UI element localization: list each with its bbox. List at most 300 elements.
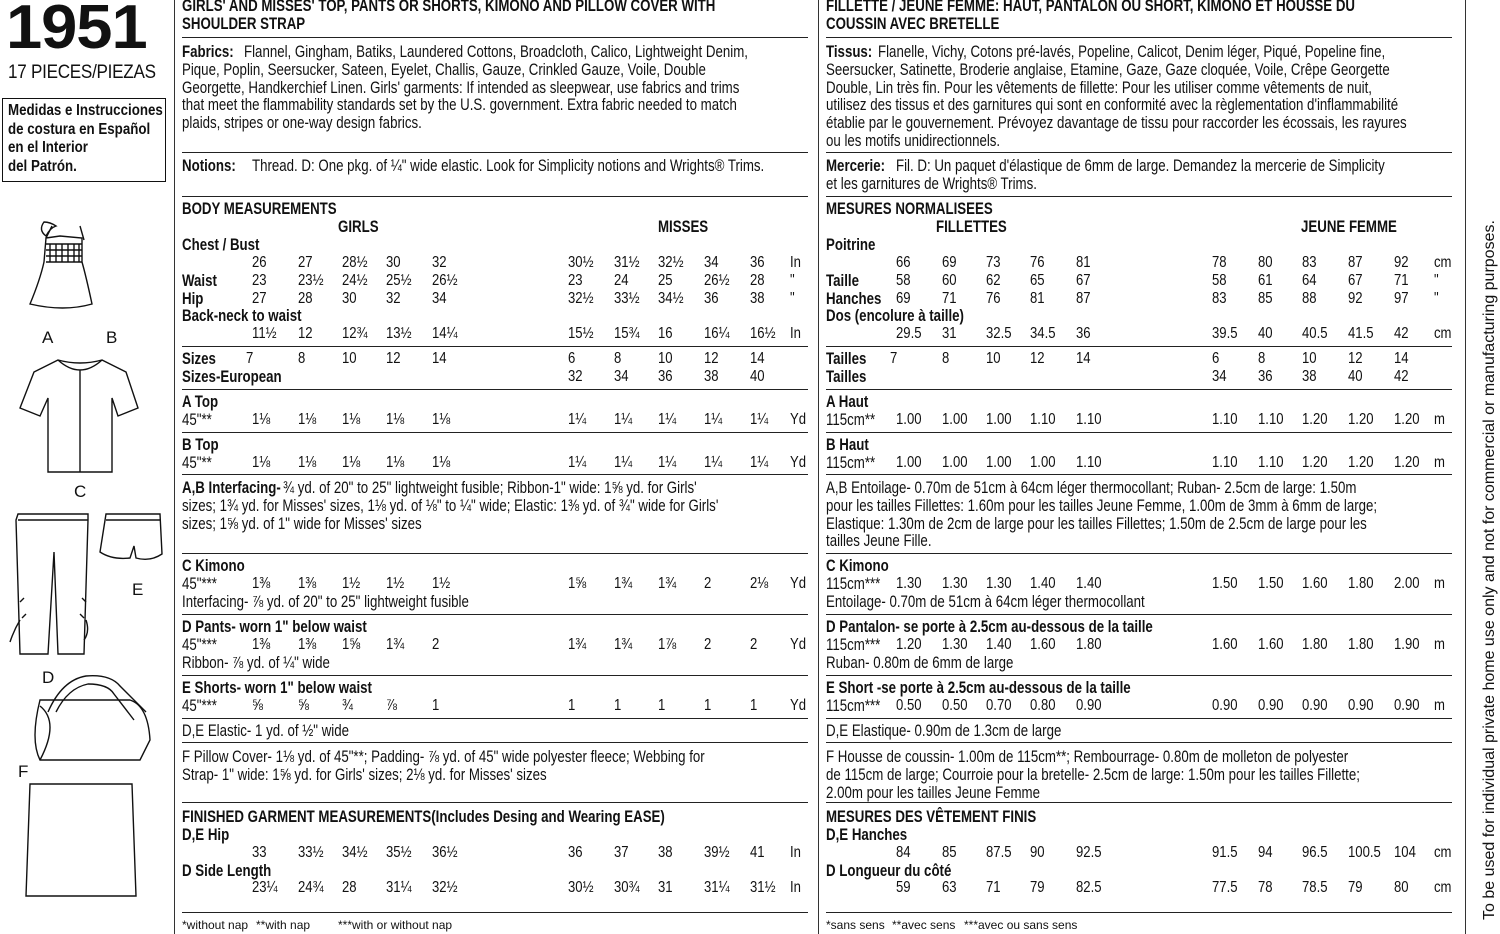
fabrics-text: utilisez des tissus et des garnitures qui sont en conformité avec la règlementation d'inflammabilité [826,96,1399,115]
view-c-yardage: 1½ [342,575,361,592]
fabrics-text: Georgette, Handkerchief Linen. Girls' garments: If intended as sleepwear, use fabrics and trims [182,78,740,97]
view-c-yardage: 1.30 [942,575,968,592]
side-length-value: In [790,879,801,896]
back-value: 41.5 [1348,325,1374,342]
view-a-yardage: 1.10 [1258,411,1284,428]
size-value: 12 [704,350,719,367]
view-c-yardage: 1⅜ [298,575,317,592]
waist-value: 28 [750,272,765,289]
finished-hip-value: 35½ [386,844,412,861]
chest-value: 31½ [614,254,640,271]
footnote: ***with or without nap [338,918,453,932]
view-c-yardage: 1½ [432,575,451,592]
rule-line [182,346,808,347]
back-value: 16½ [750,325,776,342]
footnote: ***avec ou sans sens [964,918,1078,932]
back-value: 32.5 [986,325,1012,342]
finished-hip-value: 96.5 [1302,844,1328,861]
fabric-width: 115cm*** [826,575,881,593]
side-length-value: 31¼ [386,879,412,896]
view-c-yardage: 2 [704,575,712,592]
view-a-yardage: 1⅛ [342,411,361,428]
finished-hip-value: 100.5 [1348,844,1381,861]
fabric-width: 45"** [182,411,212,429]
body-measurements-heading: BODY MEASUREMENTS [182,200,337,218]
hip-value: 81 [1030,290,1045,307]
view-c-yardage: 2.00 [1394,575,1420,592]
hip-value: 85 [1258,290,1273,307]
size-value: 8 [1258,350,1266,367]
view-e-yardage: 1 [568,697,576,714]
view-f-text: F Pillow Cover- 1⅛ yd. of 45"**; Padding- ⅞ yd. of 45" wide polyester fleece; Webbing for [182,748,705,766]
side-length-value: 31½ [750,879,776,896]
chest-value: 73 [986,254,1001,271]
fabrics-text: that meet the flammability standards set by the U.S. government. Extra fabric needed to match [182,96,737,115]
chest-value: 26 [252,254,267,271]
size-european-value: 40 [750,368,765,385]
view-a-yardage: 1.10 [1212,411,1238,428]
section-title: FILLETTE / JEUNE FEMME: HAUT, PANTALON OU SHORT, KIMONO ET HOUSSE DU [826,0,1355,15]
chest-value: 81 [1076,254,1091,271]
side-length-value: 30¾ [614,879,640,896]
hip-value: 88 [1302,290,1317,307]
view-e-yardage: 0.80 [1030,697,1056,714]
side-length-value: 23¼ [252,879,278,896]
finished-hip-value: 33½ [298,844,324,861]
fabrics-text: plaids, stripes or one-way design fabrics. [182,114,422,133]
size-european-value: 38 [1302,368,1317,385]
rule-line [826,346,1452,347]
size-european-value: 36 [658,368,673,385]
rule-line [826,474,1452,475]
view-c-interfacing: Interfacing- ⅞ yd. of 20" to 25" lightweight fusible [182,593,469,611]
fabric-width: 45"*** [182,636,217,654]
size-value: 14 [432,350,447,367]
hip-value: 97 [1394,290,1409,307]
size-european-value: 32 [568,368,583,385]
waist-value: 61 [1258,272,1273,289]
hip-value: 87 [1076,290,1091,307]
size-value: 6 [1212,350,1220,367]
side-length-value: 80 [1394,879,1409,896]
view-b-yardage: 1⅛ [252,454,271,471]
chest-value: 28½ [342,254,368,271]
view-c-heading: C Kimono [182,557,245,575]
hip-value: 92 [1348,290,1363,307]
waist-value: 25 [658,272,673,289]
misses-heading: JEUNE FEMME [1301,218,1397,236]
hip-label: Hanches [826,290,882,308]
rule-line [182,474,808,475]
view-d-yardage: 1.90 [1394,636,1420,653]
side-length-value: 31 [658,879,673,896]
fabrics-text: Pique, Poplin, Seersucker, Sateen, Eyelet, Challis, Gauze, Crinkled Gauze, Voile, Double [182,60,706,79]
view-e-yardage: ¾ [342,697,353,714]
side-length-value: 82.5 [1076,879,1102,896]
side-length-value: 71 [986,879,1001,896]
view-b-yardage: 1⅛ [386,454,405,471]
side-length-value: 79 [1030,879,1045,896]
top-illustration [30,222,92,308]
back-value: 36 [1076,325,1091,342]
kimono-illustration [20,360,138,472]
side-length-value: 30½ [568,879,594,896]
view-d-yardage: 2 [704,636,712,653]
side-length-value: 78.5 [1302,879,1328,896]
back-value: 11½ [252,325,277,342]
size-european-value: 34 [1212,368,1227,385]
back-value: 40 [1258,325,1273,342]
view-b-yardage: 1.00 [986,454,1012,471]
pattern-number: 1951 [6,0,147,62]
chest-value: 92 [1394,254,1409,271]
waist-value: 62 [986,272,1001,289]
view-e-yardage: ⅝ [298,697,309,714]
view-a-yardage: Yd [790,411,807,428]
size-european-value: 38 [704,368,719,385]
view-b-yardage: 1.20 [1302,454,1328,471]
view-d-ribbon: Ruban- 0.80m de 6mm de large [826,654,1014,672]
fabric-width: 115cm** [826,454,876,472]
size-value: 7 [246,350,254,367]
waist-value: " [1434,272,1439,289]
finished-hip-value: 84 [896,844,911,861]
view-c-interfacing: Entoilage- 0.70m de 51cm à 64cm léger thermocollant [826,593,1145,611]
view-a-yardage: m [1434,411,1445,428]
view-a-heading: A Top [182,393,219,411]
back-value: 40.5 [1302,325,1328,342]
view-d-yardage: m [1434,636,1445,653]
chest-value: cm [1434,254,1452,271]
rule-line [826,614,1452,615]
back-value: In [790,325,801,342]
rule-line [826,742,1452,743]
fabric-width: 115cm*** [826,636,881,654]
notions-text: Thread. D: One pkg. of ¼" wide elastic. Look for Simplicity notions and Wrights® Trims. [252,157,765,175]
view-e-yardage: 0.50 [942,697,968,714]
view-e-yardage: 0.90 [1348,697,1374,714]
view-d-yardage: 1.60 [1212,636,1238,653]
hip-value: " [790,290,795,307]
back-value: 16 [658,325,673,342]
finished-hip-value: In [790,844,801,861]
chest-value: 83 [1302,254,1317,271]
chest-value: 66 [896,254,911,271]
view-b-heading: B Top [182,436,219,454]
size-value: 10 [1302,350,1317,367]
view-d-yardage: Yd [790,636,807,653]
chest-value: 34 [704,254,719,271]
view-a-yardage: 1.00 [896,411,922,428]
size-european-value: 36 [1258,368,1273,385]
finished-hip-value: 33 [252,844,267,861]
spanish-line: de costura en Español [8,120,151,138]
fabrics-label: Fabrics: [182,43,234,61]
side-length-value: 59 [896,879,911,896]
view-a-yardage: 1¼ [614,411,633,428]
view-d-ribbon: Ribbon- ⅞ yd. of ¼" wide [182,654,330,672]
view-e-yardage: 1 [432,697,440,714]
footnote: **avec sens [892,918,956,932]
rule-line [182,912,808,913]
rule-line [182,37,808,38]
view-a-yardage: 1.20 [1302,411,1328,428]
rule-line [182,675,808,676]
view-a-yardage: 1.10 [1076,411,1102,428]
back-value: 13½ [386,325,412,342]
size-value: 8 [942,350,950,367]
side-length-value: 24¾ [298,879,324,896]
waist-value: 67 [1348,272,1363,289]
chest-label: Chest / Bust [182,236,260,254]
view-c-yardage: 1.40 [1030,575,1056,592]
chest-value: 80 [1258,254,1273,271]
waist-value: 60 [942,272,957,289]
rule-line [826,675,1452,676]
size-value: 10 [658,350,673,367]
sizes-label: Tailles [826,350,867,368]
size-value: 12 [386,350,401,367]
view-b-yardage: 1⅛ [298,454,317,471]
notions-text: et les garnitures de Wrights® Trims. [826,175,1037,193]
view-d-yardage: 1.60 [1258,636,1284,653]
footnote: **with nap [256,918,311,932]
size-european-value: 42 [1394,368,1409,385]
rule-line [182,389,808,390]
view-label-d: D [42,668,55,687]
view-e-yardage: 0.90 [1394,697,1420,714]
view-d-yardage: 1.80 [1076,636,1102,653]
view-label-a: A [42,328,54,347]
view-c-yardage: 1.50 [1212,575,1238,592]
waist-label: Taille [826,272,859,290]
fabric-width: 45"*** [182,697,217,715]
view-b-yardage: 1.10 [1076,454,1102,471]
view-e-yardage: ⅞ [386,697,397,714]
side-length-value: 31¼ [704,879,730,896]
pillow-illustration [26,676,150,896]
fabrics-text: Double, Lin très fin. Pour les vêtements de fillette: Pour les utiliser comme vêtements de nuit, [826,78,1372,97]
hip-value: 28 [298,290,313,307]
view-b-yardage: 1¼ [568,454,587,471]
waist-value: 26½ [432,272,458,289]
view-label-f: F [18,762,29,781]
waist-value: 25½ [386,272,412,289]
notions-label: Mercerie: [826,157,886,175]
view-e-yardage: 1 [614,697,622,714]
view-d-yardage: 1.30 [942,636,968,653]
rule-line [182,742,808,743]
view-d-yardage: 2 [432,636,440,653]
view-a-yardage: 1⅛ [298,411,317,428]
english-column [182,0,808,934]
section-title: SHOULDER STRAP [182,15,306,33]
view-a-yardage: 1¼ [750,411,769,428]
hip-value: 32 [386,290,401,307]
view-e-yardage: 0.50 [896,697,922,714]
divider [174,0,175,934]
back-value: 16¼ [704,325,730,342]
fabric-width: 45"*** [182,575,217,593]
view-a-yardage: 1⅛ [432,411,451,428]
view-d-yardage: 1.20 [896,636,922,653]
view-a-yardage: 1.20 [1348,411,1374,428]
rule-line [826,196,1452,197]
view-label-b: B [106,328,118,347]
size-value: 14 [1076,350,1091,367]
rule-line [826,802,1452,803]
ab-interfacing-text: sizes; 1⅝ yd. of 1" wide for Misses' sizes [182,514,422,533]
fabrics-text: établie par le gouvernement. Prévoyez davantage de tissu pour raccorder les écossais, les rayures [826,114,1407,133]
divider [818,0,819,934]
waist-value: 67 [1076,272,1091,289]
ab-interfacing-label: A,B Interfacing- [182,479,281,497]
view-b-yardage: 1.10 [1212,454,1238,471]
view-c-yardage: 1⅝ [568,575,587,592]
waist-value: 71 [1394,272,1409,289]
fabrics-label: Tissus: [826,43,873,61]
view-b-yardage: 1¼ [750,454,769,471]
misses-heading: MISSES [658,218,709,236]
waist-value: 24 [614,272,629,289]
hip-value: 38 [750,290,765,307]
back-value: 14¼ [432,325,458,342]
fabrics-text: Flannel, Gingham, Batiks, Laundered Cottons, Broadcloth, Calico, Lightweight Denim, [244,43,748,61]
view-d-yardage: 1¾ [386,636,405,653]
side-length-value: 32½ [432,879,458,896]
ab-interfacing-text: A,B Entoilage- 0.70m de 51cm à 64cm léger thermocollant; Ruban- 2.5cm de large: 1.50m [826,479,1357,497]
side-length-label: D Side Length [182,862,272,880]
left-panel [0,0,170,934]
de-elastic-text: D,E Elastic- 1 yd. of ½" wide [182,722,350,740]
view-c-yardage: 1.40 [1076,575,1102,592]
back-value: 34.5 [1030,325,1056,342]
view-d-yardage: 1⅜ [298,636,317,653]
side-length-label: D Longueur du côté [826,862,952,880]
hip-value: 76 [986,290,1001,307]
view-a-yardage: 1¼ [704,411,723,428]
view-a-heading: A Haut [826,393,869,411]
view-d-yardage: 1¾ [614,636,633,653]
spanish-line: del Patrón. [8,157,77,175]
fabrics-text: Seersucker, Satinette, Broderie anglaise, Etamine, Gaze, Gaze cloquée, Voile, Crêpe Georgette [826,60,1390,79]
hip-label: Hip [182,290,204,308]
fabric-width: 115cm*** [826,697,881,715]
ab-interfacing-text: tailles Jeune Fille. [826,532,932,551]
view-b-yardage: 1⅛ [432,454,451,471]
girls-heading: FILLETTES [936,218,1007,236]
fabrics-text: ou les motifs unidirectionnels. [826,132,1001,150]
finished-hip-value: 39½ [704,844,730,861]
rule-line [182,196,808,197]
side-length-value: 28 [342,879,357,896]
hip-value: 30 [342,290,357,307]
hip-value: 32½ [568,290,594,307]
view-label-c: C [74,482,87,501]
rule-line [826,37,1452,38]
view-b-yardage: 1.10 [1258,454,1284,471]
notions-label: Notions: [182,157,236,175]
body-measurements-heading: MESURES NORMALISEES [826,200,993,218]
finished-hip-value: 36½ [432,844,458,861]
size-value: 12 [1030,350,1045,367]
chest-label: Poitrine [826,236,876,254]
de-hip-label: D,E Hip [182,826,230,844]
view-a-yardage: 1¼ [568,411,587,428]
rule-line [182,614,808,615]
view-b-yardage: 1¼ [658,454,677,471]
chest-value: 30½ [568,254,594,271]
finished-hip-value: 87.5 [986,844,1012,861]
finished-hip-value: 94 [1258,844,1273,861]
view-e-yardage: 0.90 [1212,697,1238,714]
section-title: COUSSIN AVEC BRETELLE [826,15,1000,33]
rule-line [182,432,808,433]
finished-measurements-heading: FINISHED GARMENT MEASUREMENTS(Includes Desing and Wearing EASE) [182,808,665,826]
finished-hip-value: 104 [1394,844,1416,861]
finished-hip-value: 37 [614,844,629,861]
waist-value: 23½ [298,272,324,289]
view-d-yardage: 1⅝ [342,636,361,653]
back-label: Back-neck to waist [182,307,302,325]
view-c-yardage: Yd [790,575,807,592]
hip-value: 34 [432,290,447,307]
ab-interfacing-text: pour les tailles Fillettes: 1.60m pour les tailles Jeune Femme, 1.00m de 3mm à 6mm de large; [826,496,1378,515]
hip-value: 69 [896,290,911,307]
view-e-yardage: 1 [658,697,666,714]
rule-line [826,389,1452,390]
back-value: 12 [298,325,313,342]
view-d-yardage: 1.80 [1348,636,1374,653]
waist-value: 58 [896,272,911,289]
finished-hip-value: 91.5 [1212,844,1238,861]
french-column [826,0,1452,934]
back-value: 42 [1394,325,1409,342]
fabric-width: 45"** [182,454,212,472]
chest-value: 87 [1348,254,1363,271]
size-value: 6 [568,350,576,367]
side-length-value: 63 [942,879,957,896]
side-length-value: cm [1434,879,1452,896]
view-a-yardage: 1.00 [942,411,968,428]
rule-line [182,718,808,719]
view-a-yardage: 1.20 [1394,411,1420,428]
waist-value: 24½ [342,272,368,289]
chest-value: 27 [298,254,313,271]
girls-heading: GIRLS [338,218,379,236]
pants-illustration [10,514,88,654]
rule-line [826,432,1452,433]
rule-line [826,553,1452,554]
sizes-european-label: Sizes-European [182,368,282,386]
side-length-value: 78 [1258,879,1273,896]
hip-value: 34½ [658,290,684,307]
chest-value: In [790,254,801,271]
fabric-width: 115cm** [826,411,876,429]
view-a-yardage: 1.10 [1030,411,1056,428]
fabrics-text: Flanelle, Vichy, Cotons pré-lavés, Popeline, Calicot, Denim léger, Piqué, Popeline fine, [878,43,1386,61]
waist-value: 64 [1302,272,1317,289]
ab-interfacing-text: ¾ yd. of 20" to 25" lightweight fusible; Ribbon-1" wide: 1⅝ yd. for Girls' [283,479,697,497]
view-b-yardage: 1¼ [614,454,633,471]
footnote: *without nap [182,918,249,932]
divider [1465,0,1466,934]
view-f-text: Strap- 1" wide: 1⅝ yd. for Girls' sizes; 2⅛ yd. for Misses' sizes [182,765,547,784]
waist-label: Waist [182,272,217,290]
size-value: 8 [614,350,622,367]
spanish-line: en el Interior [8,139,89,156]
view-b-yardage: 1.20 [1348,454,1374,471]
